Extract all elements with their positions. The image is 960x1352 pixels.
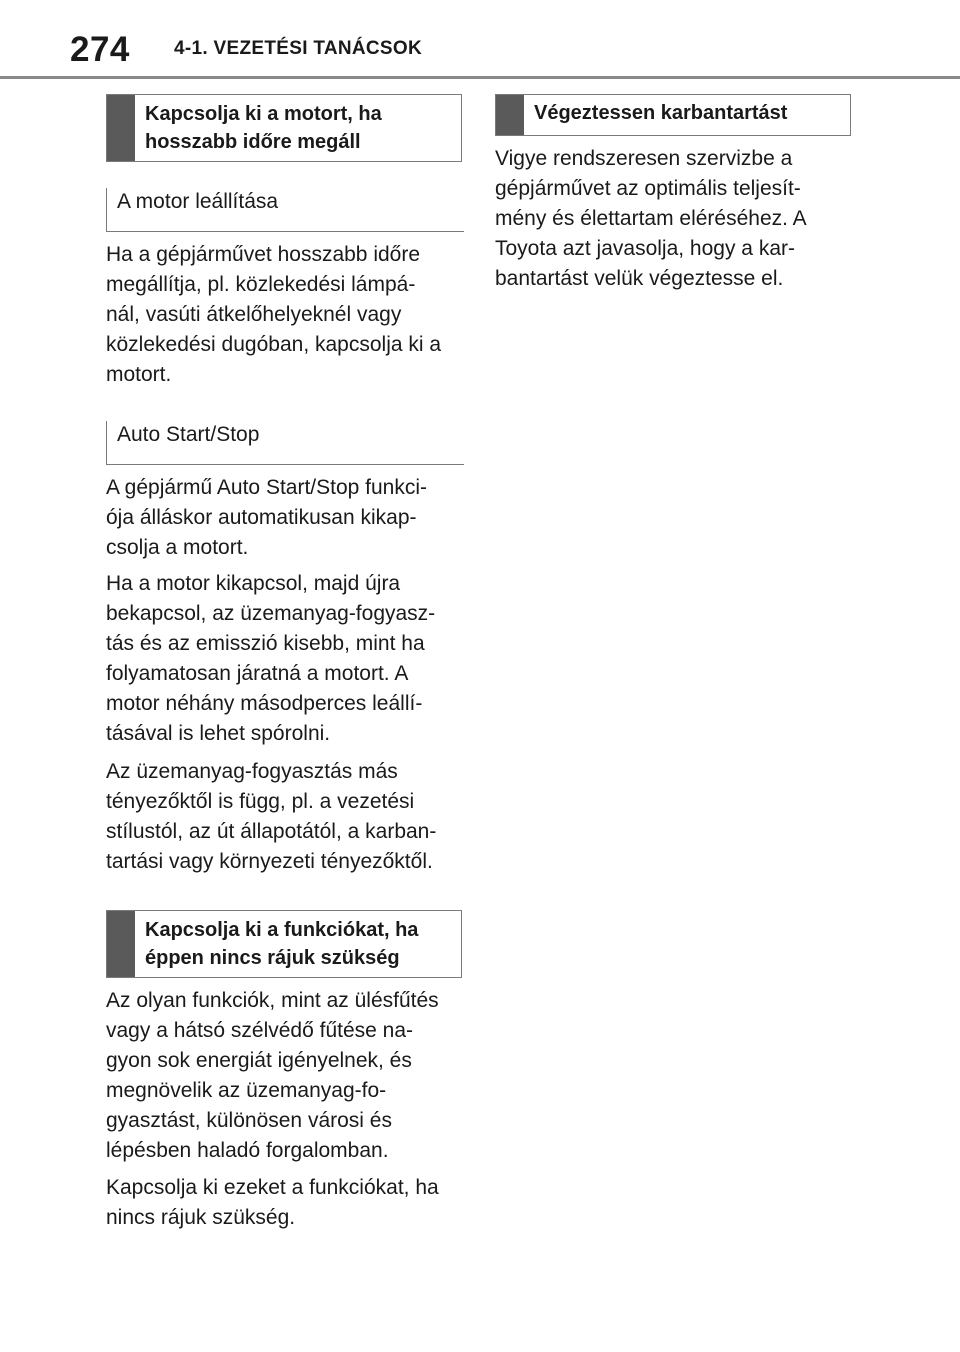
section-title: 4-1. VEZETÉSI TANÁCSOK: [174, 38, 423, 59]
heading-box-bar: [107, 95, 135, 161]
heading-box-title: Kapcsolja ki a motort, ha hosszabb időre megáll: [145, 103, 382, 153]
paragraph-auto-start-stop: A gépjármű Auto Start/Stop funkci- ója álláskor automatikusan kikap- csolja a motort.: [106, 476, 428, 559]
subheading-engine-stop: [106, 188, 464, 232]
paragraph-switch-off-functions: Kapcsolja ki ezeket a funkciókat, ha nincs rájuk szükség.: [106, 1176, 439, 1229]
paragraph-restart-savings: Ha a motor kikapcsol, majd újra bekapcsol, az üzemanyag-fogyasz- tás és az emisszió kisebb, mint ha folyamatosan járatná a motort. A motor néhány másodperces leállí- tásával is lehet spórolni.: [106, 572, 436, 745]
subheading-title: Auto Start/Stop: [117, 423, 260, 446]
page-header: [0, 0, 960, 80]
page-number: 274: [70, 30, 130, 69]
heading-box-engine-off: [106, 94, 462, 162]
heading-box-title: Végeztessen karbantartást: [534, 102, 788, 124]
heading-box-bar: [496, 95, 524, 135]
subheading-auto-start-stop: [106, 421, 464, 465]
paragraph-maintenance: Vigye rendszeresen szervizbe a gépjárművet az optimális teljesít- mény és élettartam eléréséhez. A Toyota azt javasolja, hogy a kar- bantartást velük végeztesse el.: [495, 147, 806, 290]
paragraph-engine-stop: Ha a gépjárművet hosszabb időre megállítja, pl. közlekedési lámpá- nál, vasúti átkelőhelyeknél vagy közlekedési dugóban, kapcsolja ki a motort.: [106, 243, 442, 386]
heading-box-title: Kapcsolja ki a funkciókat, ha éppen nincs rájuk szükség: [145, 919, 419, 969]
heading-box-bar: [107, 911, 135, 977]
header-rule: [0, 76, 960, 79]
paragraph-consumption-factors: Az üzemanyag-fogyasztás más tényezőktől is függ, pl. a vezetési stílustól, az út állapotától, a karban- tartási vagy környezeti tényezőktől.: [106, 760, 437, 873]
heading-box-maintenance: [495, 94, 851, 136]
heading-box-functions-off: [106, 910, 462, 978]
paragraph-energy-functions: Az olyan funkciók, mint az ülésfűtés vagy a hátsó szélvédő fűtése na- gyon sok energiát igényelnek, és megnövelik az üzemanyag-fo- gyasztást, különösen városi és lépésben haladó forgalomban.: [106, 989, 439, 1162]
subheading-title: A motor leállítása: [117, 190, 279, 213]
